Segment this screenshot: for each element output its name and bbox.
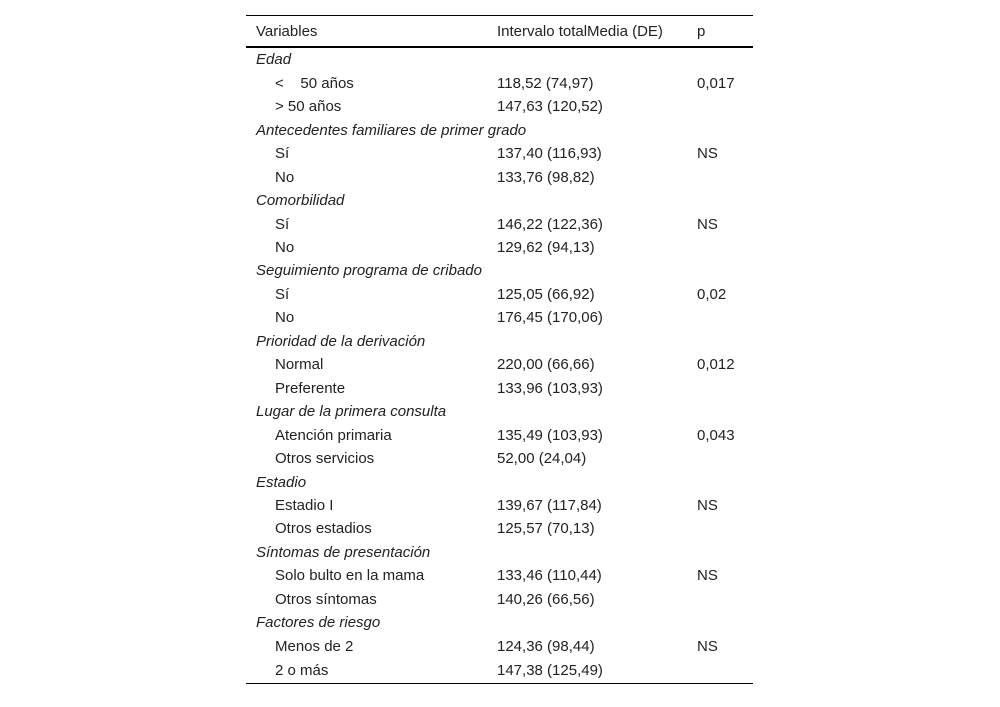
table-row — [246, 236, 753, 259]
row-label: Estadio I — [275, 497, 334, 515]
group-label: Antecedentes familiares de primer grado — [256, 121, 527, 139]
row-p-value — [697, 306, 753, 329]
row-p-value: 0,043 — [697, 426, 735, 444]
row-p-value — [697, 517, 753, 540]
row-value: 133,46 (110,44) — [497, 567, 602, 585]
row-value: 133,76 (98,82) — [497, 168, 595, 186]
row-value: 139,67 (117,84) — [497, 497, 602, 515]
group-label: Comorbilidad — [256, 192, 345, 210]
row-p-value: 0,02 — [697, 285, 727, 303]
row-value: 137,40 (116,93) — [497, 145, 602, 163]
row-p-value — [697, 376, 753, 399]
row-label: 2 o más — [246, 658, 497, 684]
group-row — [246, 470, 753, 494]
row-value: 125,57 (70,13) — [497, 520, 595, 538]
row-p-value: NS — [697, 215, 718, 233]
row-label: Preferente — [275, 379, 346, 397]
table-row — [246, 447, 753, 470]
row-value: 140,26 (66,56) — [497, 590, 595, 608]
table-row — [246, 353, 753, 376]
group-label: Prioridad de la derivación — [256, 332, 426, 350]
group-row — [246, 259, 753, 283]
row-label: No — [275, 309, 295, 327]
group-row — [246, 400, 753, 424]
row-label: Otros estadios — [275, 520, 372, 538]
table-row — [246, 376, 753, 399]
table-row — [246, 564, 753, 587]
data-table-container — [246, 15, 753, 684]
row-p-value — [697, 658, 753, 684]
row-p-value: NS — [697, 145, 718, 163]
group-row — [246, 611, 753, 635]
row-value: 220,00 (66,66) — [497, 356, 595, 374]
row-label: Solo bulto en la mama — [275, 567, 425, 585]
row-value: 118,52 (74,97) — [497, 74, 594, 92]
row-value: 133,96 (103,93) — [497, 379, 603, 397]
table-row — [246, 165, 753, 188]
row-label: Sí — [275, 285, 290, 303]
group-label: Factores de riesgo — [256, 614, 381, 632]
group-row — [246, 118, 753, 142]
row-p-value — [697, 95, 753, 118]
row-label: No — [275, 238, 295, 256]
row-value: 146,22 (122,36) — [497, 215, 603, 233]
row-value: 147,38 (125,49) — [497, 658, 697, 684]
row-p-value — [697, 236, 753, 259]
row-value: 129,62 (94,13) — [497, 238, 595, 256]
row-p-value: 0,012 — [697, 356, 735, 374]
table-row — [246, 142, 753, 165]
row-p-value: 0,017 — [697, 74, 735, 92]
row-label: Atención primaria — [275, 426, 392, 444]
row-value: 124,36 (98,44) — [497, 637, 595, 655]
row-value: 135,49 (103,93) — [497, 426, 603, 444]
row-value: 147,63 (120,52) — [497, 98, 603, 116]
row-p-value: NS — [697, 637, 718, 655]
row-label: < 50 años — [275, 74, 354, 92]
row-p-value: NS — [697, 497, 718, 515]
row-label: Menos de 2 — [275, 637, 354, 655]
row-label: Otros servicios — [275, 450, 375, 468]
row-p-value: NS — [697, 567, 718, 585]
table-row — [246, 283, 753, 306]
group-row — [246, 189, 753, 213]
group-label: Síntomas de presentación — [256, 543, 431, 561]
group-label: Seguimiento programa de cribado — [256, 262, 482, 280]
table-row — [246, 517, 753, 540]
data-table — [246, 15, 753, 684]
table-row — [246, 494, 753, 517]
header-variables: Variables — [256, 22, 318, 40]
row-value: 125,05 (66,92) — [497, 285, 595, 303]
row-label: > 50 años — [275, 98, 342, 116]
group-label: Lugar de la primera consulta — [256, 403, 447, 421]
row-label: Sí — [275, 145, 290, 163]
row-p-value — [697, 588, 753, 611]
row-label: No — [275, 168, 295, 186]
table-row — [246, 635, 753, 658]
table-row — [246, 423, 753, 446]
row-value: 52,00 (24,04) — [497, 450, 587, 468]
table-header-row — [246, 16, 753, 48]
header-interval: Intervalo totalMedia (DE) — [497, 22, 663, 40]
table-row — [246, 588, 753, 611]
group-row — [246, 330, 753, 354]
header-p: p — [697, 22, 706, 40]
row-value: 176,45 (170,06) — [497, 309, 603, 327]
group-label: Estadio — [256, 473, 307, 491]
table-row — [246, 212, 753, 235]
row-label: Sí — [275, 215, 290, 233]
row-label: Normal — [275, 356, 324, 374]
group-row — [246, 541, 753, 565]
table-row — [246, 658, 753, 684]
row-p-value — [697, 447, 753, 470]
table-row — [246, 72, 753, 95]
table-row — [246, 306, 753, 329]
table-body — [246, 47, 753, 683]
row-p-value — [697, 165, 753, 188]
group-label: Edad — [256, 51, 292, 69]
row-label: Otros síntomas — [275, 590, 377, 608]
table-row — [246, 95, 753, 118]
group-row — [246, 47, 753, 72]
